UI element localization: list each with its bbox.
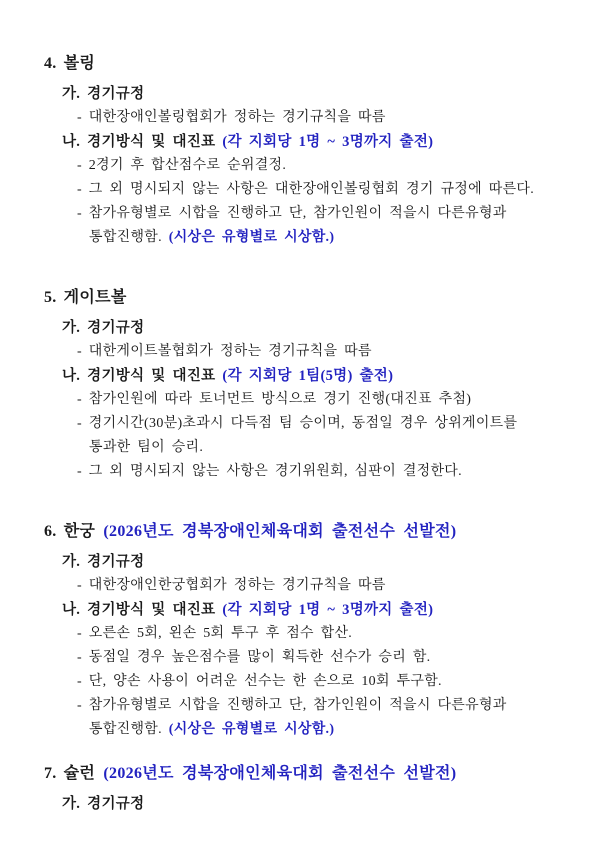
line-text: 나. 경기방식 및 대진표 — [62, 602, 223, 618]
clause-heading — [62, 598, 582, 622]
rule-continuation — [89, 718, 582, 742]
rule-item — [77, 670, 582, 694]
section-bowling — [44, 50, 582, 250]
rule-item — [77, 202, 582, 226]
line-text: 나. 경기방식 및 대진표 — [62, 368, 223, 384]
section-title-text: 슐런 — [63, 765, 104, 782]
line-text: - 참가유형별로 시합을 진행하고 단, 참가인원이 적을시 다른유형과 — [77, 206, 507, 221]
line-text: - 참가유형별로 시합을 진행하고 단, 참가인원이 적을시 다른유형과 — [77, 698, 507, 713]
section-number: 5. — [44, 289, 57, 306]
section-number: 6. — [44, 523, 57, 540]
clause-heading — [62, 130, 582, 154]
line-highlight: (각 지회당 1명 ~ 3명까지 출전) — [222, 134, 434, 150]
clause-heading — [62, 792, 582, 816]
line-text: - 2경기 후 합산점수로 순위결정. — [77, 158, 287, 173]
rule-item — [77, 412, 582, 436]
line-text: 가. 경기규정 — [62, 796, 145, 812]
line-text: - 오른손 5회, 왼손 5회 투구 후 점수 합산. — [77, 626, 353, 641]
section-title-text: 볼링 — [63, 55, 96, 72]
line-text: 통과한 팀이 승리. — [89, 440, 204, 455]
rule-continuation — [89, 436, 582, 460]
clause-heading — [62, 550, 582, 574]
section-title-text: 게이트볼 — [63, 289, 127, 306]
line-text: - 대한장애인볼링협회가 정하는 경기규칙을 따름 — [77, 110, 386, 125]
rule-item — [77, 622, 582, 646]
rule-item — [77, 340, 582, 364]
line-text: 통합진행함. — [89, 230, 169, 245]
line-highlight: (각 지회당 1팀(5명) 출전) — [222, 368, 394, 384]
line-text: 가. 경기규정 — [62, 554, 145, 570]
rule-item — [77, 574, 582, 598]
rule-item — [77, 178, 582, 202]
section-hangung — [44, 518, 582, 742]
line-text: 나. 경기방식 및 대진표 — [62, 134, 223, 150]
line-text: - 그 외 명시되지 않는 사항은 경기위원회, 심판이 결정한다. — [77, 464, 462, 479]
line-text: - 참가인원에 따라 토너먼트 방식으로 경기 진행(대진표 추첨) — [77, 392, 472, 407]
rule-item — [77, 646, 582, 670]
section-gateball — [44, 284, 582, 484]
line-highlight: (시상은 유형별로 시상함.) — [168, 722, 335, 737]
rule-item — [77, 388, 582, 412]
section-number: 4. — [44, 55, 57, 72]
section-title-hangung — [44, 518, 582, 546]
line-text: - 경기시간(30분)초과시 다득점 팀 승이며, 동점일 경우 상위게이트를 — [77, 416, 518, 431]
section-shulleon — [44, 760, 582, 816]
section-title-highlight: (2026년도 경북장애인체육대회 출전선수 선발전) — [103, 765, 457, 782]
clause-heading — [62, 82, 582, 106]
rule-item — [77, 106, 582, 130]
line-text: - 그 외 명시되지 않는 사항은 대한장애인볼링협회 경기 규정에 따른다. — [77, 182, 535, 197]
rule-item — [77, 154, 582, 178]
rule-item — [77, 460, 582, 484]
line-text: - 단, 양손 사용이 어려운 선수는 한 손으로 10회 투구함. — [77, 674, 442, 689]
line-text: - 대한장애인한궁협회가 정하는 경기규칙을 따름 — [77, 578, 386, 593]
section-number: 7. — [44, 765, 57, 782]
line-text: - 대한게이트볼협회가 정하는 경기규칙을 따름 — [77, 344, 372, 359]
rule-continuation — [89, 226, 582, 250]
rule-item — [77, 694, 582, 718]
line-text: 통합진행함. — [89, 722, 169, 737]
line-highlight: (각 지회당 1명 ~ 3명까지 출전) — [222, 602, 434, 618]
section-title-text: 한궁 — [63, 523, 104, 540]
line-text: - 동점일 경우 높은점수를 많이 획득한 선수가 승리 함. — [77, 650, 431, 665]
section-title-shulleon — [44, 760, 582, 788]
clause-heading — [62, 364, 582, 388]
section-title-bowling — [44, 50, 582, 78]
line-text: 가. 경기규정 — [62, 320, 145, 336]
line-highlight: (시상은 유형별로 시상함.) — [168, 230, 335, 245]
section-title-gateball — [44, 284, 582, 312]
clause-heading — [62, 316, 582, 340]
line-text: 가. 경기규정 — [62, 86, 145, 102]
section-title-highlight: (2026년도 경북장애인체육대회 출전선수 선발전) — [103, 523, 457, 540]
